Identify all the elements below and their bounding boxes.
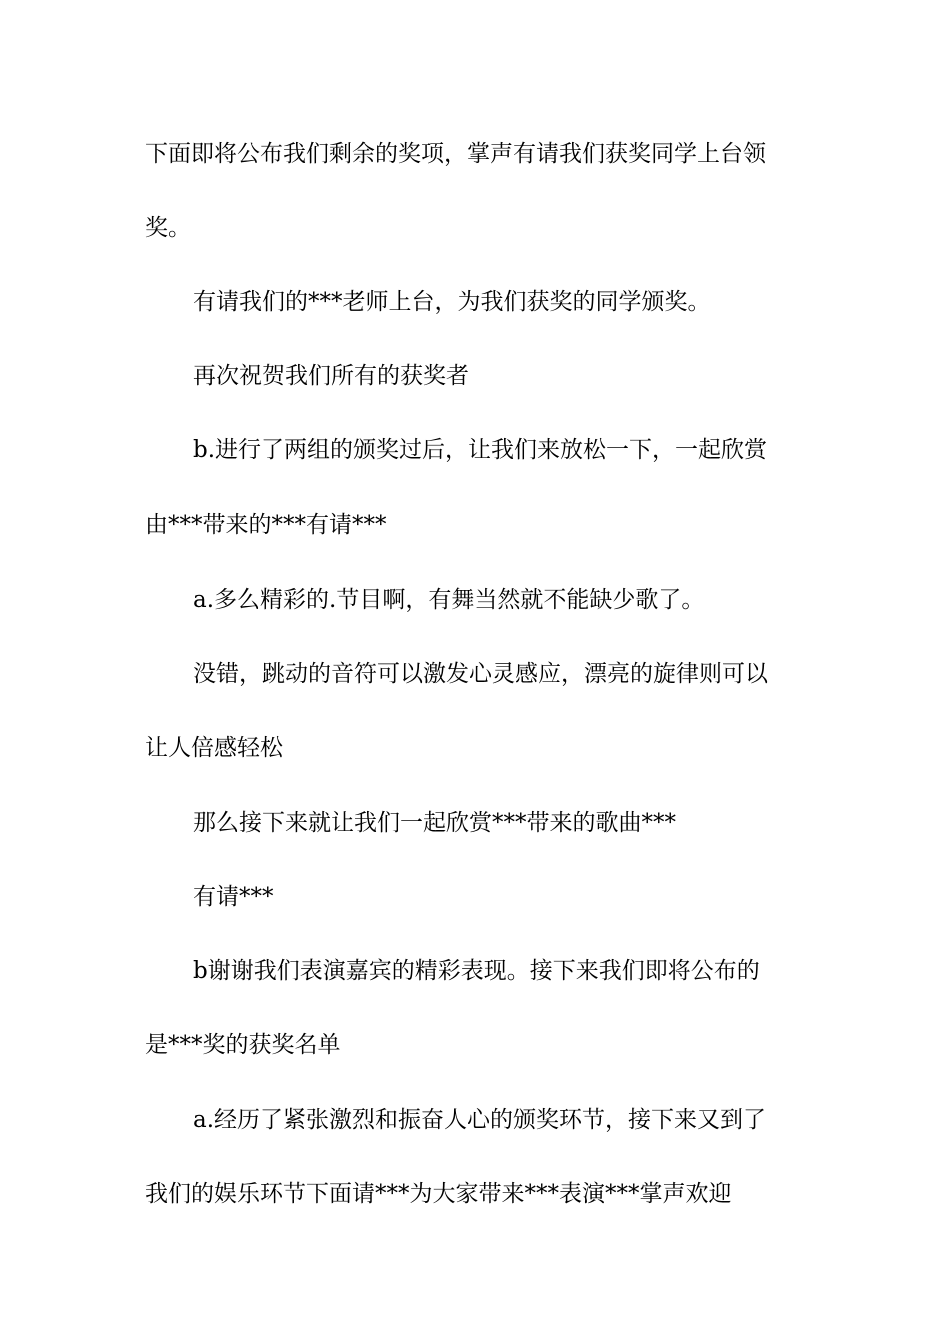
paragraph-5-line-1: a.多么精彩的.节目啊，有舞当然就不能缺少歌了。 [193, 587, 705, 613]
paragraph-1-line-1: 下面即将公布我们剩余的奖项，掌声有请我们获奖同学上台领 [145, 141, 766, 167]
paragraph-7-line-1: 那么接下来就让我们一起欣赏***带来的歌曲*** [193, 810, 676, 836]
paragraph-2-line-1: 有请我们的***老师上台，为我们获奖的同学颁奖。 [193, 289, 711, 315]
paragraph-4-line-2: 由***带来的***有请*** [145, 512, 387, 538]
paragraph-6-line-1: 没错，跳动的音符可以激发心灵感应，漂亮的旋律则可以 [193, 661, 768, 687]
paragraph-4-line-1: b.进行了两组的颁奖过后，让我们来放松一下，一起欣赏 [193, 437, 768, 463]
paragraph-10-line-2: 我们的娱乐环节下面请***为大家带来***表演***掌声欢迎 [145, 1181, 732, 1207]
paragraph-6-line-2: 让人倍感轻松 [145, 735, 283, 761]
paragraph-3-line-1: 再次祝贺我们所有的获奖者 [193, 363, 469, 389]
paragraph-8-line-1: 有请*** [193, 884, 274, 910]
paragraph-1-line-2: 奖。 [145, 215, 191, 241]
paragraph-9-line-1: b谢谢我们表演嘉宾的精彩表现。接下来我们即将公布的 [193, 958, 760, 984]
paragraph-10-line-1: a.经历了紧张激烈和振奋人心的颁奖环节，接下来又到了 [193, 1107, 767, 1133]
paragraph-9-line-2: 是***奖的获奖名单 [145, 1032, 341, 1058]
